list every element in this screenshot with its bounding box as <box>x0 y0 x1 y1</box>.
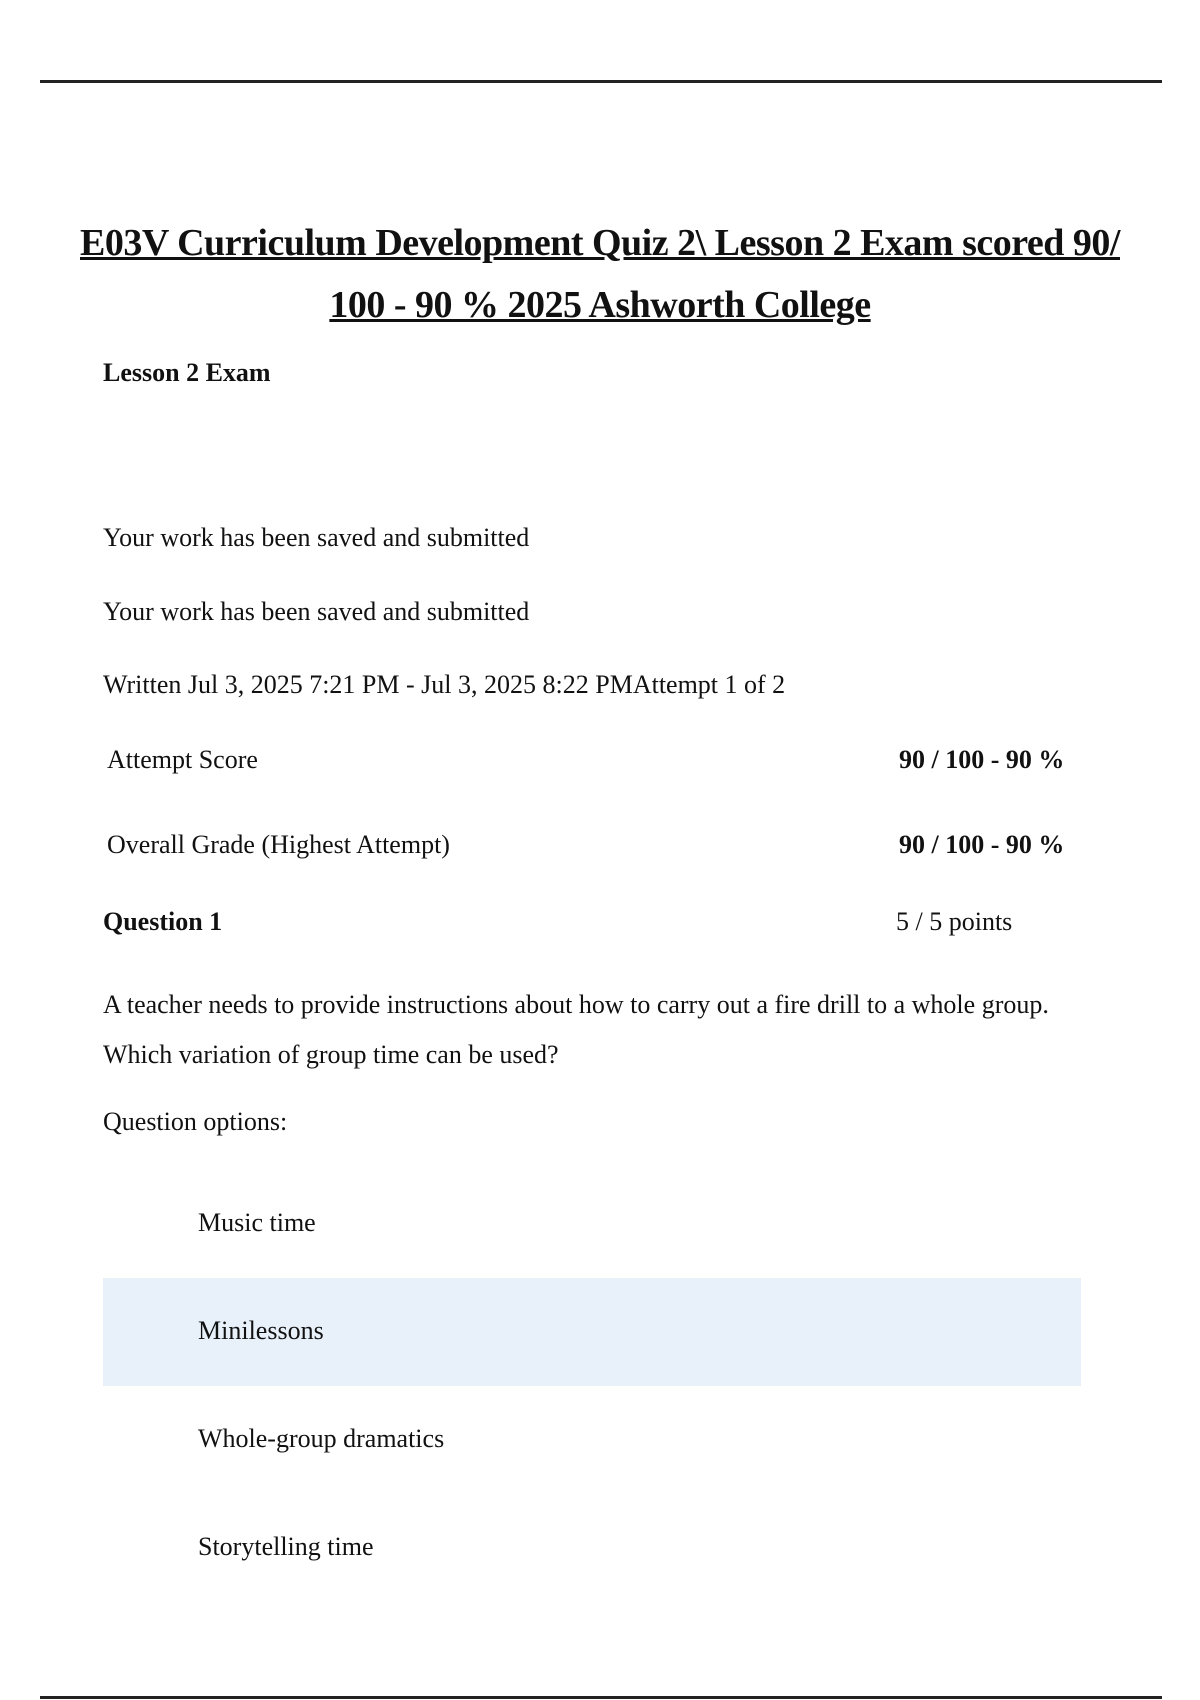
options-list <box>103 1170 1081 1602</box>
question-header <box>103 907 1023 947</box>
submission-status: Your work has been saved and submitted <box>103 523 530 552</box>
score-label: Attempt Score <box>107 745 258 774</box>
score-value: 90 / 100 - 90 % <box>899 830 1065 859</box>
overall-grade-row <box>107 830 1065 870</box>
attempt-score-row <box>107 745 1065 785</box>
question-text: A teacher needs to provide instructions about how to carry out a fire drill to a whole group. Which variation of group time can be used? <box>103 990 1049 1069</box>
top-divider <box>40 80 1162 83</box>
options-label: Question options: <box>103 1107 288 1136</box>
option-label: Storytelling time <box>198 1532 374 1561</box>
option-item[interactable] <box>103 1170 1081 1278</box>
option-item[interactable] <box>103 1386 1081 1494</box>
score-label: Overall Grade (Highest Attempt) <box>107 830 450 859</box>
option-label: Music time <box>198 1208 316 1237</box>
question-points: 5 / 5 points <box>896 907 1013 936</box>
option-item[interactable] <box>103 1278 1081 1386</box>
section-label: Lesson 2 Exam <box>103 358 271 387</box>
document-title: E03V Curriculum Development Quiz 2\ Lesson 2 Exam scored 90/ 100 - 90 % 2025 Ashworth College <box>80 222 1120 326</box>
option-label: Whole-group dramatics <box>198 1424 445 1453</box>
question-title: Question 1 <box>103 907 223 936</box>
option-item[interactable] <box>103 1494 1081 1602</box>
option-label: Minilessons <box>198 1316 324 1345</box>
bottom-divider <box>40 1696 1162 1699</box>
submission-status: Your work has been saved and submitted <box>103 597 530 626</box>
score-value: 90 / 100 - 90 % <box>899 745 1065 774</box>
attempt-timestamp: Written Jul 3, 2025 7:21 PM - Jul 3, 2025 8:22 PMAttempt 1 of 2 <box>103 670 786 699</box>
